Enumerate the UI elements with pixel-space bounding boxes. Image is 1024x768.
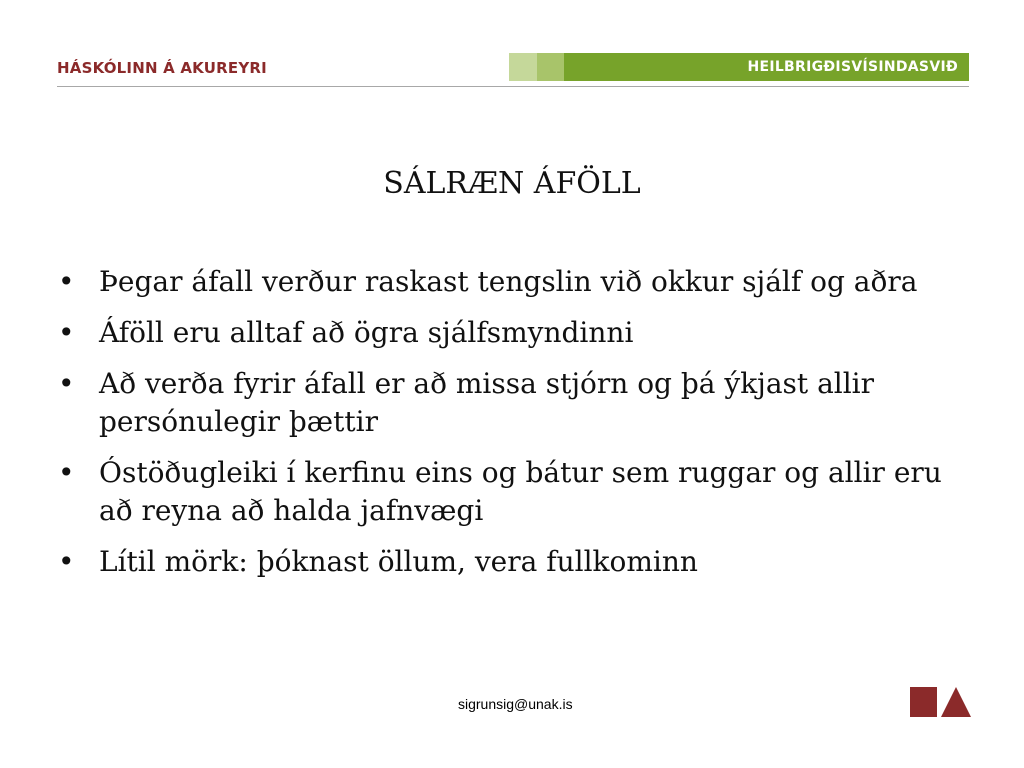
bullet-text: Þegar áfall verður raskast tengslin við okkur sjálf og aðra [99,265,918,298]
bullet-text: Að verða fyrir áfall er að missa stjórn og þá ýkjast allir persónulegir þættir [99,367,875,438]
bullet-icon: • [58,545,75,578]
list-item [58,454,958,530]
bullet-text: Óstöðugleiki í kerfinu eins og bátur sem ruggar og allir eru að reyna að halda jafnvægi [99,456,942,527]
header-divider [57,86,969,87]
header-band-mid [537,53,564,81]
university-name: HÁSKÓLINN Á AKUREYRI [57,59,267,77]
list-item [58,543,958,581]
bullet-text: Áföll eru alltaf að ögra sjálfsmyndinni [99,316,634,349]
header-band-light [509,53,537,81]
faculty-name: HEILBRIGÐISVÍSINDASVIÐ [747,59,958,75]
university-logo-icon [910,686,972,718]
bullet-icon: • [58,316,75,349]
bullet-icon: • [58,456,75,489]
bullet-list [58,263,958,594]
bullet-text: Lítil mörk: þóknast öllum, vera fullkominn [99,545,698,578]
list-item [58,263,958,301]
footer-email: sigrunsig@unak.is [458,696,573,712]
bullet-icon: • [58,367,75,400]
list-item [58,365,958,441]
list-item [58,314,958,352]
bullet-icon: • [58,265,75,298]
slide-title: SÁLRÆN ÁFÖLL [383,166,641,201]
